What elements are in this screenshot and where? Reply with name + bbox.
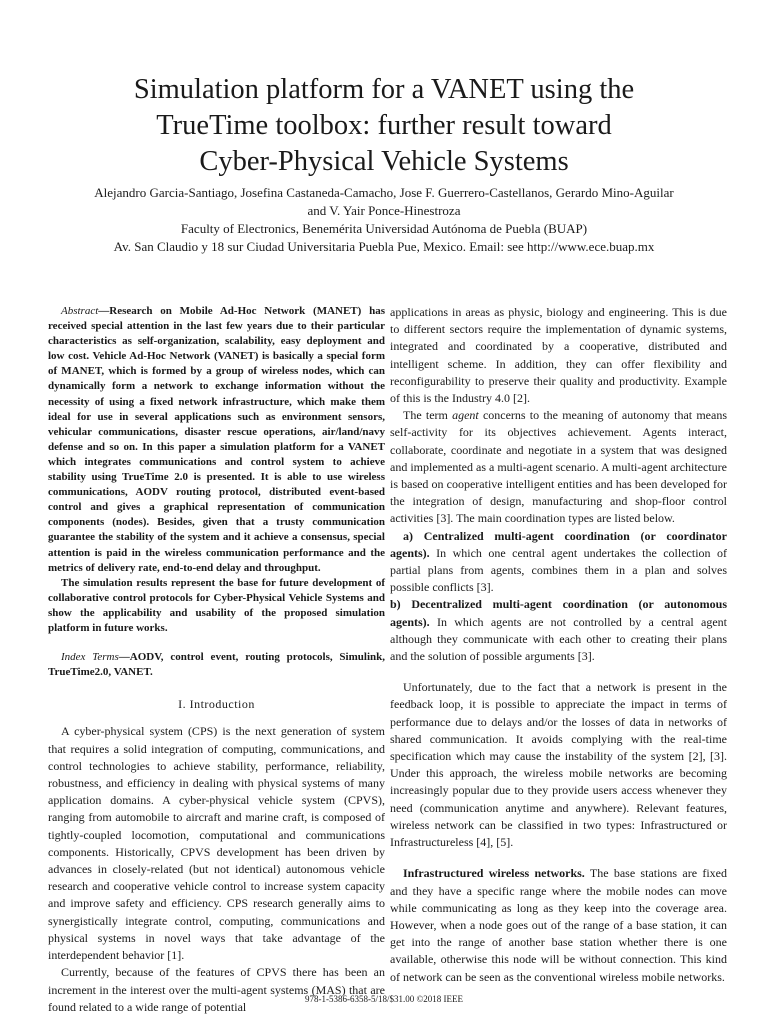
intro-paragraph: A cyber-physical system (CPS) is the next generation of system that requires a solid integration of computing, communications, and control technologies to achieve stability, performance, reliability, robustness, and efficiency in dealing with physical systems of many application domains. A cyber-physical vehicle system (CPVS), ranging from automobile to aircraft and marine craft, is composed of tightly-coupled locomotion, computational and communications components. Historically, CPVS development has been driven by advances in closely-related (but not identical) autonomous vehicle research and cooperative vehicle control to increase system capacity and improve safety and efficiency. CPS research generally aims to synergistically integrate control, computing, communications and physical systems in novel ways that take advantage of the interdependent behavior [1]. bbox=[48, 724, 385, 963]
address: Av. San Claudio y 18 sur Ciudad Universitaria Puebla Pue, Mexico. Email: see http://www.ece.buap.mx bbox=[113, 239, 655, 254]
title-line: Simulation platform for a VANET using the bbox=[133, 74, 635, 105]
abstract bbox=[48, 304, 385, 576]
coordination-a-label: a) Centralized multi-agent coordination (or coordinator agents). bbox=[390, 528, 727, 560]
infrastructured-label: Infrastructured wireless networks. bbox=[403, 866, 585, 881]
body-paragraph: Unfortunately, due to the fact that a network is present in the feedback loop, it is possible to appreciate the impact in terms of performance due to delays and/or the losses of data in networks of shared communication. It avoids complying with the real-time specification which may cause the instability of the system [2], [3]. Under this approach, the wireless mobile networks are becoming increasingly popular due to they provide users access whenever they need (communication anytime and anywhere). Relevant features, wireless network can be classified in two types: Infrastructured or Infrastructureless [4], [5]. bbox=[390, 680, 727, 850]
abstract-label: Abstract bbox=[61, 305, 99, 317]
author-names: Alejandro Garcia-Santiago, Josefina Castaneda-Camacho, Jose F. Guerrero-Castellanos, Gerardo Mino-Aguilar bbox=[94, 185, 674, 200]
coordination-type-a bbox=[390, 528, 727, 597]
affiliation: Faculty of Electronics, Benemérita Universidad Autónoma de Puebla (BUAP) bbox=[180, 221, 588, 236]
body-paragraph bbox=[390, 407, 727, 527]
author-block bbox=[40, 184, 728, 256]
coordination-a-text: In which one central agent undertakes the collection of partial plans from agents, combines them in a plan and solves possible conflicts [3]. bbox=[390, 545, 727, 595]
body-paragraph: applications in areas as physic, biology and engineering. This is due to different sectors require the implementation of dynamic systems, integrated and coordinated by a cooperative, distributed and intelligent scheme. In addition, they can offer flexibility and reconfigurability to preserve their quality and productivity. Example of this is the Industry 4.0 [2]. bbox=[390, 305, 727, 406]
abstract-cont: The simulation results represent the base for future development of collaborative control protocols for Cyber-Physical Vehicle Systems and show the applicability and usability of the proposed simulation platform in future works. bbox=[48, 576, 385, 634]
index-terms-text: —AODV, control event, routing protocols, Simulink, TrueTime2.0, VANET. bbox=[48, 651, 385, 679]
right-column bbox=[390, 304, 727, 986]
section-heading: I. Introduction bbox=[178, 697, 255, 712]
intro-paragraph: Currently, because of the features of CPVS there has been an increment in the interest over the multi-agent systems (MAS) that are found related to a wide range of potential bbox=[48, 965, 385, 1014]
infrastructured-text: The base stations are fixed and they have a specific range where the mobile nodes can move while communicating as long as they keep into the coverage area. However, when a node goes out of the range of a base station, it can get into the range of another base station whether there is one available, otherwise this node will be without connection. This kind of network can be seen as the conventional wireless mobile networks. bbox=[390, 866, 727, 984]
title-line: Cyber-Physical Vehicle Systems bbox=[199, 146, 569, 177]
emphasis: agent bbox=[452, 408, 479, 423]
index-terms-label: Index Terms bbox=[61, 651, 119, 664]
index-terms bbox=[48, 650, 385, 680]
copyright-footer: 978-1-5386-6358-5/18/$31.00 ©2018 IEEE bbox=[304, 994, 464, 1004]
coordination-b-text: In which agents are not controlled by a central agent although they communicate with each other to creating their plans and the solution of possible arguments [3]. bbox=[390, 614, 727, 664]
left-column bbox=[48, 304, 385, 1016]
infrastructured-paragraph bbox=[390, 865, 727, 985]
coordination-b-label: b) Decentralized multi-agent coordination (or autonomous agents). bbox=[390, 597, 727, 629]
text-run: concerns to the meaning of autonomy that means self-activity for its objectives achievement. Agents interact, collaborate, coordinate and negotiate in a system that was designed and implemented as a multi-agent scenario. A multi-agent architecture is based on cooperative intelligent entities and has been developed for the integration of design, manufacturing and shop-floor control activities [3]. The main coordination types are listed below. bbox=[390, 408, 727, 526]
paper-title bbox=[60, 72, 708, 180]
author-names-cont: and V. Yair Ponce-Hinestroza bbox=[307, 203, 461, 218]
coordination-type-b bbox=[390, 596, 727, 665]
title-line: TrueTime toolbox: further result toward bbox=[156, 110, 612, 141]
abstract-text: —Research on Mobile Ad-Hoc Network (MANET) has received special attention in the last few years due to their particular characteristics as self-organization, scalability, easy deployment and low cost. Vehicle Ad-Hoc Network (VANET) is basically a special form of MANET, which is formed by a group of wireless nodes, which can dynamically form a network to exchange information without the necessity of using a fixed network infrastructure, which make them ideal for use in several applications such as environment sensors, vehicular communications, disaster rescue operations, air/land/navy defense and so on. In this paper a simulation platform for a VANET which integrates communications and control system to achieve stability using TrueTime 2.0 is presented. It is able to use wireless communications, AODV routing protocol, distributed event-based control and gives a graphical representation of communication components (nodes). Besides, given that a trusty communication guarantee the stability of the system and it achieve a consensus, special attention is paid in the wireless communication performance and the metrics of delivery rate, end-to-end delay and throughput. bbox=[48, 305, 385, 574]
text-run: The term bbox=[403, 408, 453, 423]
